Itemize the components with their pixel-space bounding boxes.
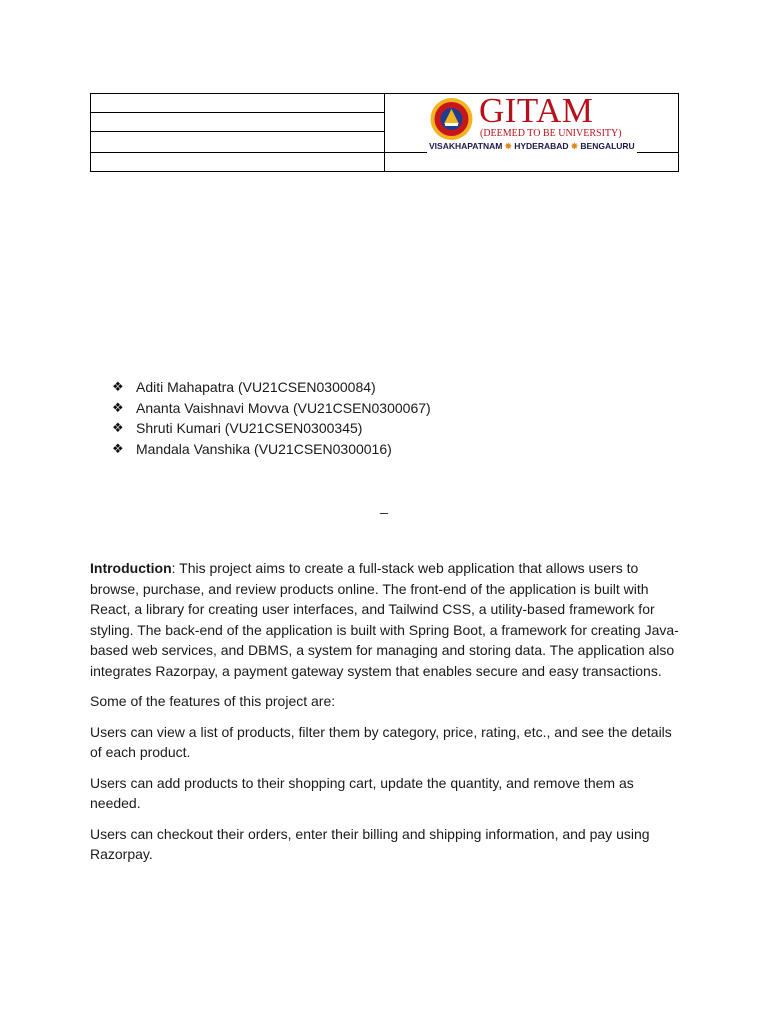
city-separator-icon: ✸ bbox=[570, 141, 581, 151]
diamond-bullet-icon: ❖ bbox=[112, 441, 124, 457]
intro-text: : This project aims to create a full-stack web application that allows users to browse, purchase, and review products online. The front-end of the application is built with React, a library for creating user interfaces, and Tailwind CSS, a utility-based framework for styling. The back-end of the application is built with Spring Boot, a framework for creating Java-based web services, and DBMS, a system for managing and storing data. The application also integrates Razorpay, a payment gateway system that enables secure and easy transactions. bbox=[90, 560, 679, 679]
table-row-divider bbox=[91, 131, 384, 132]
gitam-logo bbox=[427, 91, 637, 153]
table-row-divider bbox=[91, 112, 384, 113]
list-item bbox=[112, 398, 431, 419]
paragraph: Users can checkout their orders, enter their billing and shipping information, and pay using Razorpay. bbox=[90, 825, 650, 862]
list-item bbox=[112, 418, 431, 439]
separator-mark: _ bbox=[380, 498, 388, 514]
diamond-bullet-icon: ❖ bbox=[112, 379, 124, 394]
member-name: Mandala Vanshika (VU21CSEN0300016) bbox=[136, 441, 392, 458]
paragraph: Users can add products to their shopping cart, update the quantity, and remove them as needed. bbox=[90, 774, 634, 811]
member-name: Aditi Mahapatra (VU21CSEN0300084) bbox=[136, 379, 376, 395]
paragraph: Users can view a list of products, filter them by category, price, rating, etc., and see the details of each product. bbox=[90, 723, 672, 760]
paragraph: Some of the features of this project are: bbox=[90, 693, 336, 709]
logo-name: GITAM bbox=[479, 91, 594, 130]
diamond-bullet-icon: ❖ bbox=[112, 399, 124, 415]
list-item bbox=[112, 439, 431, 460]
university-emblem-icon bbox=[429, 97, 474, 141]
intro-paragraph bbox=[90, 558, 680, 681]
city: HYDERABAD bbox=[514, 141, 569, 151]
list-item bbox=[112, 377, 431, 398]
document-body bbox=[90, 558, 680, 875]
logo-subtitle: (DEEMED TO BE UNIVERSITY) bbox=[480, 128, 622, 139]
intro-label: Introduction bbox=[90, 560, 172, 576]
member-name: Ananta Vaishnavi Movva (VU21CSEN0300067) bbox=[136, 399, 431, 416]
member-name: Shruti Kumari (VU21CSEN0300345) bbox=[136, 420, 363, 437]
team-member-list bbox=[112, 377, 431, 460]
diamond-bullet-icon: ❖ bbox=[112, 420, 124, 436]
city: VISAKHAPATNAM bbox=[429, 141, 503, 151]
table-divider-vertical bbox=[384, 94, 385, 171]
city-separator-icon: ✸ bbox=[504, 141, 515, 151]
city: BENGALURU bbox=[580, 141, 635, 151]
logo-cities bbox=[429, 141, 635, 152]
